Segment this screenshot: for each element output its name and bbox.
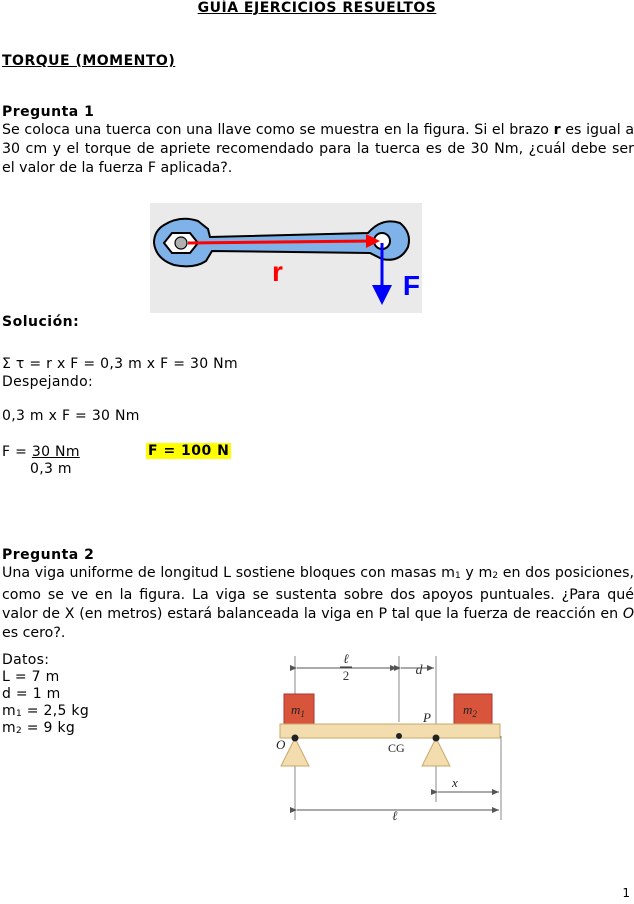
page-title: GUÍA EJERCICIOS RESUELTOS <box>197 0 437 16</box>
q2-sub-1: 1 <box>454 571 461 581</box>
f-label: F <box>402 270 420 301</box>
pivot-O <box>292 735 299 742</box>
block-m2-label-sub: 2 <box>472 709 477 719</box>
data-L: L = 7 m <box>2 669 60 685</box>
beam <box>280 724 500 738</box>
r-label: r <box>272 256 283 287</box>
question-2-title: Pregunta 2 <box>2 547 95 563</box>
wrench-figure <box>150 203 422 313</box>
q2-text-3: en dos posiciones, como se ve en la figura. La viga se sustenta sobre dos apoyos puntuales. ¿Para qué valor de X (en metros) estará balanceada la viga en P tal que la fuerza de reacción en <box>2 565 634 622</box>
q2-text-1: Una viga uniforme de longitud L sostiene bloques con masas m <box>2 565 455 581</box>
equation-line-4 <box>2 444 86 460</box>
q2-text-italic: O <box>622 606 634 622</box>
length-label: ℓ <box>392 808 398 823</box>
label-CG: CG <box>388 741 405 755</box>
half-length-label-bottom: 2 <box>342 668 350 683</box>
answer-highlight <box>146 443 231 459</box>
q2-sub-2: 2 <box>492 571 499 581</box>
equation-line-1: Σ τ = r x F = 0,3 m x F = 30 Nm <box>2 356 238 372</box>
data-m2-val: = 9 kg <box>21 720 76 736</box>
data-m2 <box>2 720 75 736</box>
question-1-text-a: Se coloca una tuerca con una llave como se muestra en la figura. Si el brazo <box>2 122 554 138</box>
question-1-text-b: es igual a 30 cm y el torque de apriete recomendado para la tuerca es de 30 Nm, ¿cuál debe ser el valor de la fuerza F aplicada?. <box>2 122 634 176</box>
equation-denominator: 0,3 m <box>30 461 72 477</box>
x-label: x <box>452 775 458 790</box>
section-title: TORQUE (MOMENTO) <box>2 53 176 69</box>
data-m2-pre: m <box>2 720 16 736</box>
page-number: 1 <box>622 886 630 900</box>
solution-label: Solución: <box>2 314 80 330</box>
q2-text-4: es cero?. <box>2 625 66 641</box>
question-1-title: Pregunta 1 <box>2 104 95 120</box>
label-O: O <box>276 737 286 752</box>
question-1-text <box>2 121 634 178</box>
beam-figure <box>266 652 506 828</box>
question-2-text <box>2 564 634 643</box>
block-m1-label-main: m <box>291 702 301 717</box>
nut-hole <box>175 237 187 249</box>
equation-prefix: F = <box>2 444 32 460</box>
data-m1-pre: m <box>2 703 16 719</box>
center-of-gravity-dot <box>396 733 402 739</box>
data-m1-val: = 2,5 kg <box>21 703 90 719</box>
equation-numerator: 30 Nm <box>31 444 80 460</box>
equation-line-2: Despejando: <box>2 374 93 390</box>
data-label: Datos: <box>2 652 50 668</box>
block-m2-label-main: m <box>463 702 473 717</box>
data-m1 <box>2 703 89 719</box>
r-arrow <box>188 241 372 243</box>
d-label: d <box>415 663 423 678</box>
data-m2-sub: 2 <box>15 726 22 736</box>
label-P: P <box>423 710 431 725</box>
data-m1-sub: 1 <box>15 709 22 719</box>
question-1-text-bold: r <box>553 122 561 138</box>
support-P <box>422 738 450 766</box>
answer-text: F = 100 N <box>148 443 230 459</box>
q2-text-2: y m <box>460 565 493 581</box>
block-m1-label-sub: 1 <box>300 709 305 719</box>
pivot-P <box>433 735 440 742</box>
equation-line-3: 0,3 m x F = 30 Nm <box>2 408 140 424</box>
half-length-label-top: ℓ <box>343 652 349 666</box>
data-d: d = 1 m <box>2 686 61 702</box>
